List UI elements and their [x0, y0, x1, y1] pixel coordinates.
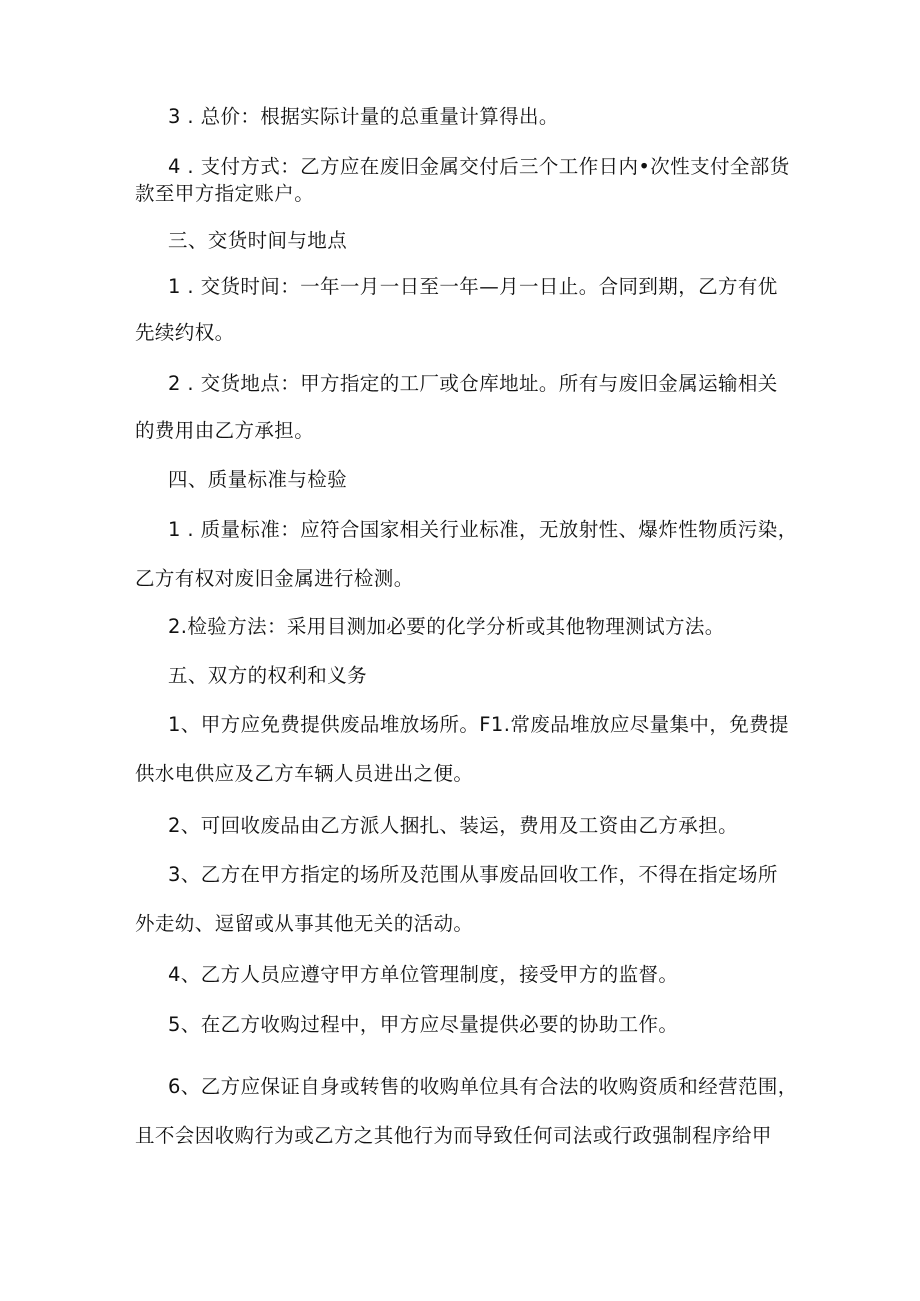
section-heading: 五、双方的权利和义务	[168, 664, 368, 687]
text-line: 供水电供应及乙方车辆人员进出之便。	[135, 762, 474, 785]
text-line: 6、乙方应保证自身或转售的收购单位具有合法的收购资质和经营范围，	[168, 1075, 798, 1098]
text-line: 1、甲方应免费提供废品堆放场所。F1.常废品堆放应尽量集中，免费提	[168, 713, 789, 736]
text-line: 4、乙方人员应遵守甲方单位管理制度，接受甲方的监督。	[168, 963, 679, 986]
text-line: 且不会因收购行为或乙方之其他行为而导致任何司法或行政强制程序给甲	[135, 1124, 772, 1147]
section-heading: 三、交货时间与地点	[168, 229, 348, 252]
text-line: 的费用由乙方承担。	[135, 419, 315, 442]
text-line: 先续约权。	[135, 321, 235, 344]
text-line: 2、可回收废品由乙方派人捆扎、装运，费用及工资由乙方承担。	[168, 814, 739, 837]
text-line: 3 . 总价：根据实际计量的总重量计算得出。	[168, 105, 559, 128]
text-line: 2.检验方法：采用目测加必要的化学分析或其他物理测试方法。	[168, 615, 725, 638]
text-line: 5、在乙方收购过程中，甲方应尽量提供必要的协助工作。	[168, 1013, 679, 1036]
text-line: 乙方有权对废旧金属进行检测。	[135, 567, 414, 590]
section-heading: 四、质量标准与检验	[168, 468, 348, 491]
text-line: 1 . 交货时间：一年一月一日至一年—月一日止。合同到期，乙方有优	[168, 275, 778, 298]
text-line: 2 . 交货地点：甲方指定的工厂或仓库地址。所有与废旧金属运输相关	[168, 372, 778, 395]
text-line: 1 . 质量标准：应符合国家相关行业标准，无放射性、爆炸性物质污染，	[168, 518, 798, 541]
text-line: 4 . 支付方式：乙方应在废旧金属交付后三个工作日内•次性支付全部货	[168, 155, 790, 178]
text-line: 款至甲方指定账户。	[135, 182, 315, 205]
text-line: 外走幼、逗留或从事其他无关的活动。	[135, 912, 474, 935]
text-line: 3、乙方在甲方指定的场所及范围从事废品回收工作，不得在指定场所	[168, 863, 778, 886]
